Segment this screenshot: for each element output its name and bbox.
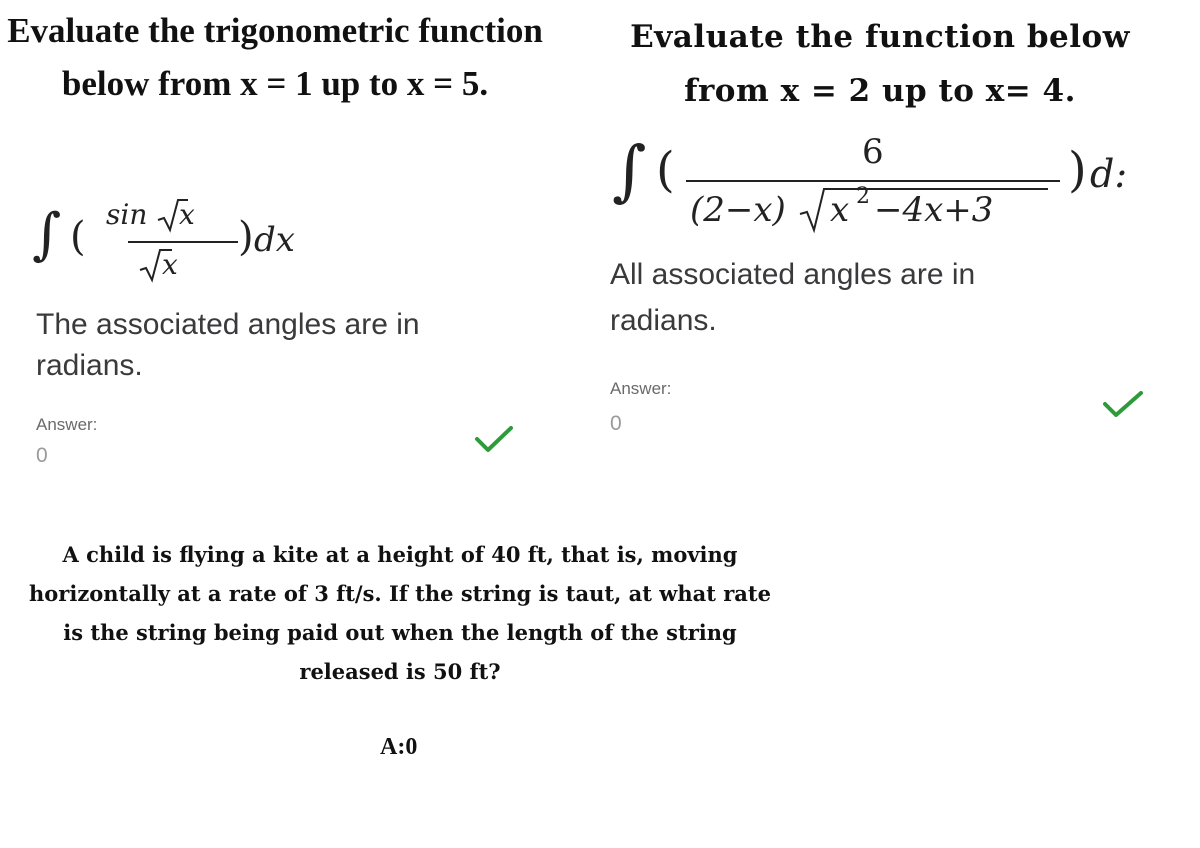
left-integral-sign: ∫: [32, 202, 62, 267]
right-open-paren: (: [656, 142, 675, 198]
right-radicand-exponent: 2: [856, 184, 870, 209]
left-denominator-arg: x: [162, 248, 178, 281]
right-numerator: 6: [862, 132, 884, 172]
kite-problem-text: A child is flying a kite at a height of 40 ft, that is, moving horizontally at a rate of 3 ft/s. If the string is taut, at what rate is the string being paid out when the length of the string released is 50 ft?: [29, 542, 771, 684]
right-radicand-rest: −4x+3: [874, 190, 994, 230]
right-problem-heading: Evaluate the function below from x = 2 up to x= 4.: [630, 19, 1130, 109]
right-answer-label: Answer:: [610, 379, 672, 398]
left-close-paren: ): [238, 214, 254, 260]
right-integral-sign: ∫: [612, 132, 647, 209]
right-radians-note: All associated angles are in radians.: [610, 258, 976, 337]
kite-answer: A:0: [380, 734, 418, 760]
left-problem-heading: Evaluate the trigonometric function below from x = 1 up to x = 5.: [7, 11, 543, 103]
left-numerator-fn: sin: [106, 198, 148, 231]
left-fraction-bar: [128, 241, 238, 243]
left-differential: dx: [254, 220, 295, 260]
left-answer-value: 0: [36, 444, 48, 467]
left-open-paren: (: [70, 214, 86, 260]
left-integral: [32, 190, 332, 300]
right-answer-value: 0: [610, 412, 622, 435]
right-differential: d:: [1090, 152, 1128, 196]
left-check-icon: [474, 424, 514, 454]
right-close-paren: ): [1068, 142, 1087, 198]
right-radicand-x: x: [830, 190, 850, 230]
right-denominator-left: (2−x): [690, 190, 786, 230]
right-integral: [612, 130, 1192, 245]
right-check-icon: [1102, 389, 1144, 419]
left-answer-label: Answer:: [36, 415, 98, 434]
left-radians-note: The associated angles are in radians.: [36, 308, 420, 382]
left-numerator-arg: x: [179, 198, 195, 231]
right-fraction-bar: [686, 180, 1060, 182]
